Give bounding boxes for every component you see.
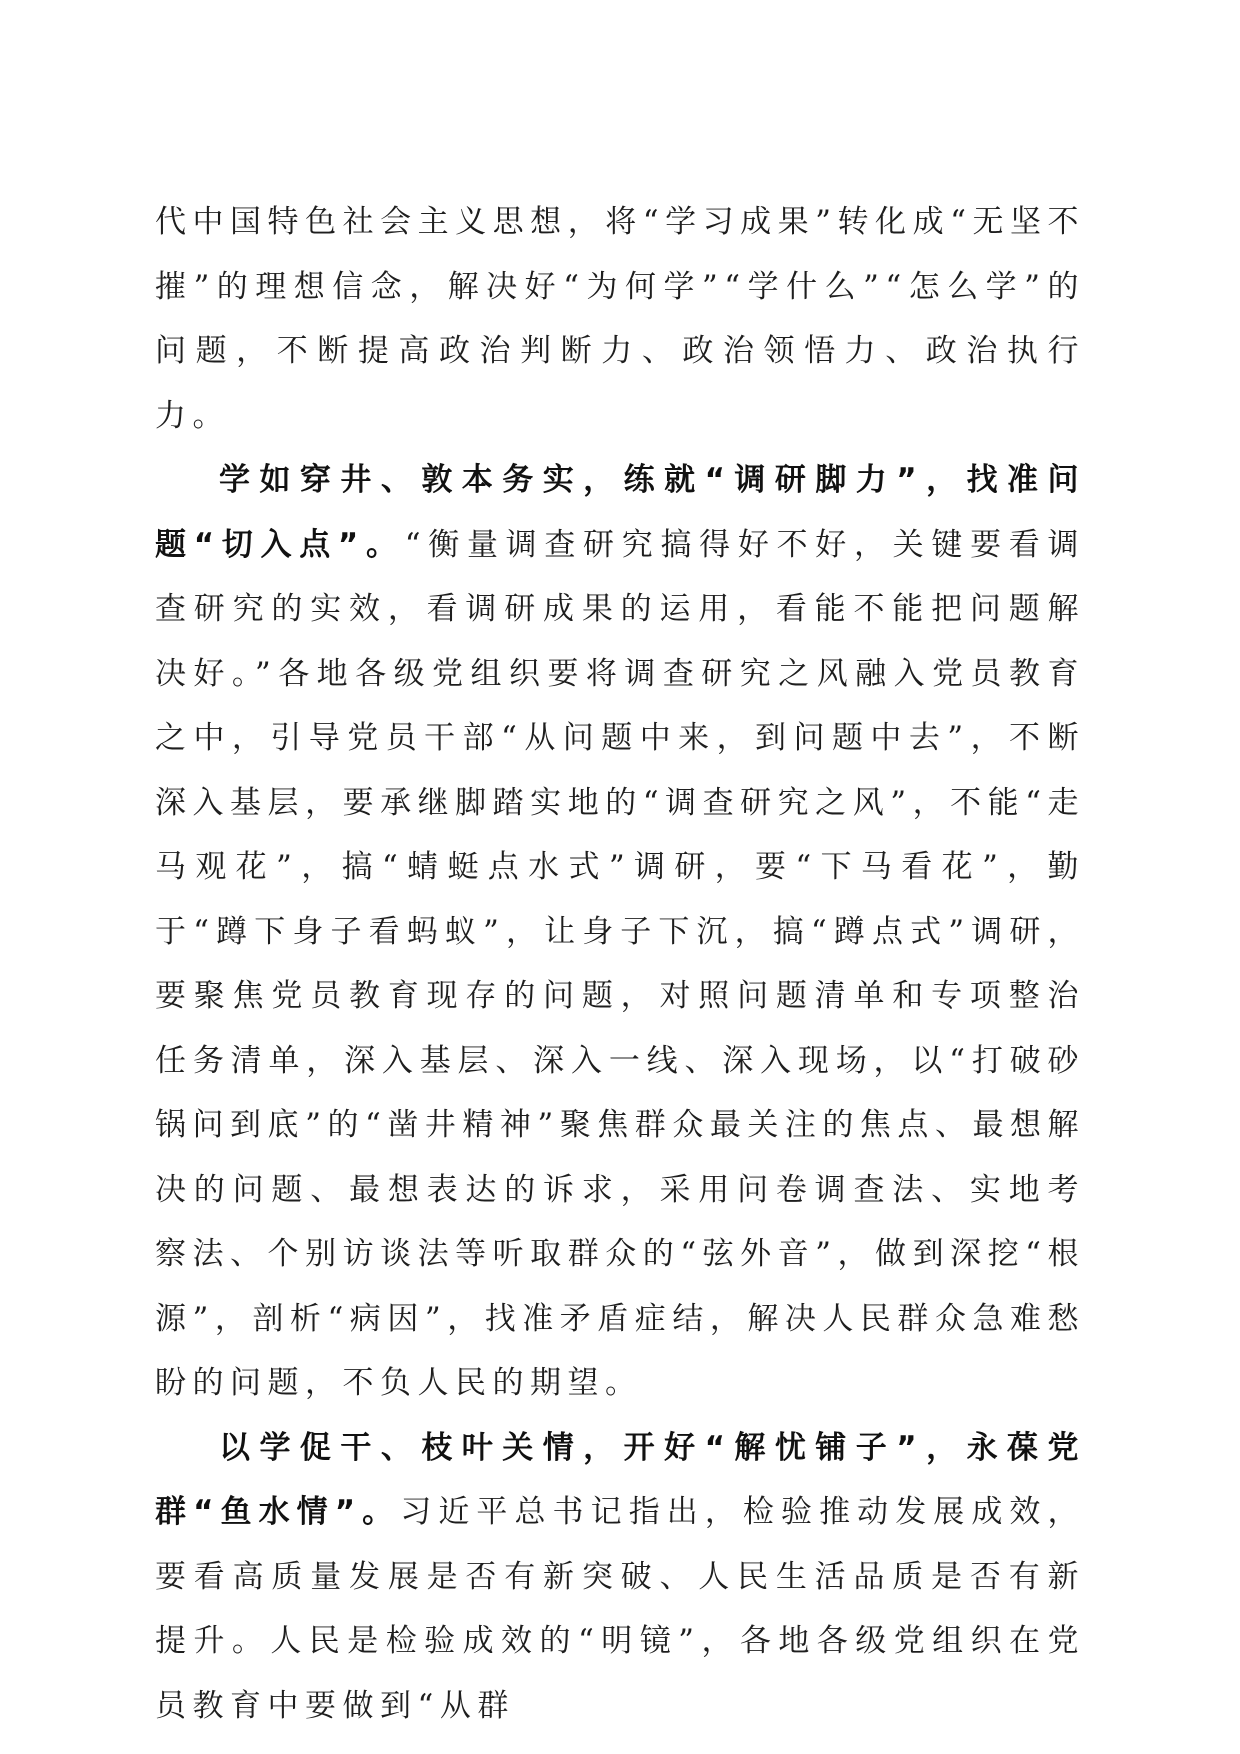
paragraph-2-text: “衡量调查研究搞得好不好，关键要看调查研究的实效，看调研成果的运用，看能不能把问题解决好。”各地各级党组织要将调查研究之风融入党员教育之中，引导党员干部“从问题中来，到问题中去”，不断深入基层，要承继脚踏实地的“调查研究之风”，不能“走马观花”，搞“蜻蜓点水式”调研，要“下马看花”，勤于“蹲下身子看蚂蚁”，让身子下沉，搞“蹲点式”调研，要聚焦党员教育现存的问题，对照问题清单和专项整治任务清单，深入基层、深入一线、深入现场，以“打破砂锅问到底”的“凿井精神”聚焦群众最关注的焦点、最想解决的问题、最想表达的诉求，采用问卷调查法、实地考察法、个别访谈法等听取群众的“弦外音”，做到深挖“根源”，剖析“病因”，找准矛盾症结，解决人民群众急难愁盼的问题，不负人民的期望。 [155,526,1085,1401]
paragraph-1 [155,190,1085,448]
article-body [155,190,1085,1738]
paragraph-2 [155,448,1085,1416]
paragraph-3-heading: 以学促干、枝叶关情，开好“解忧铺子”，永葆党群“鱼水情”。 [155,1429,1085,1530]
paragraph-3-text: 习近平总书记指出，检验推动发展成效，要看高质量发展是否有新突破、人民生活品质是否有新提升。人民是检验成效的“明镜”，各地各级党组织在党员教育中要做到“从群 [155,1494,1086,1724]
paragraph-3 [155,1416,1085,1739]
paragraph-1-text: 代中国特色社会主义思想，将“学习成果”转化成“无坚不摧”的理想信念，解决好“为何学”“学什么”“怎么学”的问题，不断提高政治判断力、政治领悟力、政治执行力。 [155,204,1085,434]
paragraph-2-heading: 学如穿井、敦本务实，练就“调研脚力”，找准问题“切入点”。 [155,462,1085,563]
